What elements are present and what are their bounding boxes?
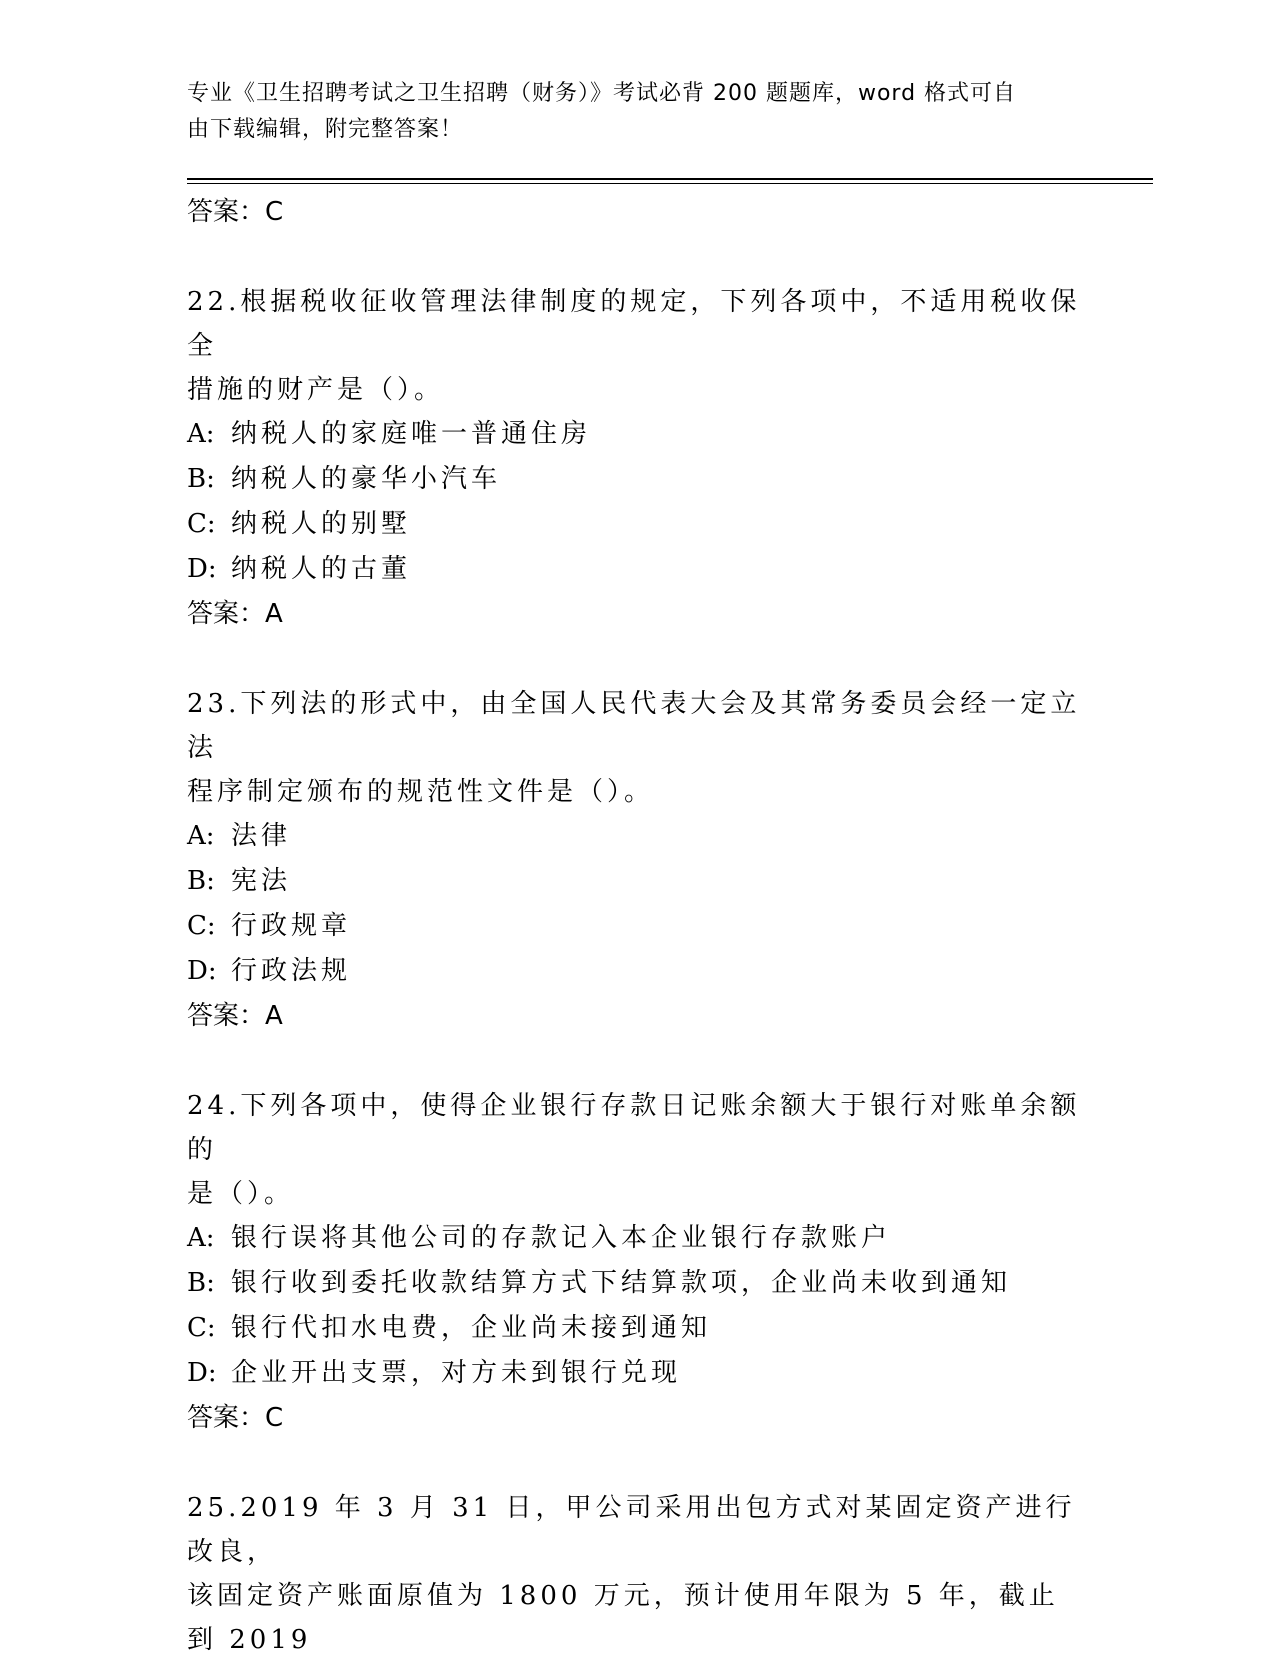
document-header: [187, 76, 1067, 148]
option-d: [187, 1351, 1087, 1396]
option-text: 纳税人的豪华小汽车: [231, 464, 502, 494]
question-text-line: 程序制定颁布的规范性文件是（）。: [187, 777, 655, 807]
option-text: 行政法规: [231, 956, 352, 986]
option-key: B:: [187, 866, 215, 896]
option-key: A:: [187, 419, 215, 449]
option-key: D:: [187, 956, 217, 986]
option-key: B:: [187, 1268, 215, 1298]
option-key: D:: [187, 554, 217, 584]
question-text: [187, 1084, 1087, 1216]
option-d: [187, 949, 1087, 994]
question-24: [187, 1084, 1087, 1440]
option-text: 银行误将其他公司的存款记入本企业银行存款账户: [231, 1223, 892, 1253]
option-c: [187, 1306, 1087, 1351]
question-text-line: 措施的财产是（）。: [187, 375, 445, 405]
option-b: [187, 1261, 1087, 1306]
option-text: 银行收到委托收款结算方式下结算款项，企业尚未收到通知: [231, 1268, 1012, 1298]
question-text-line: 25.2019 年 3 月 31 日，甲公司采用出包方式对某固定资产进行改良，: [187, 1493, 1076, 1567]
question-text: [187, 682, 1087, 814]
option-text: 纳税人的古董: [231, 554, 412, 584]
option-key: C:: [187, 509, 216, 539]
question-text: [187, 1486, 1087, 1662]
answer-line: 答案：C: [187, 1403, 284, 1433]
question-text-line: 该固定资产账面原值为 1800 万元，预计使用年限为 5 年，截止到 2019: [187, 1581, 1059, 1655]
option-c: [187, 904, 1087, 949]
question-23: [187, 682, 1087, 1038]
option-text: 纳税人的别墅: [231, 509, 412, 539]
question-25: [187, 1486, 1087, 1662]
option-d: [187, 547, 1087, 592]
option-a: [187, 814, 1087, 859]
header-divider-thin: [187, 183, 1153, 184]
answer-line: 答案：C: [187, 197, 284, 227]
question-text-line: 24.下列各项中，使得企业银行存款日记账余额大于银行对账单余额的: [187, 1091, 1081, 1165]
option-key: C:: [187, 911, 216, 941]
option-a: [187, 412, 1087, 457]
answer-line: 答案：A: [187, 599, 283, 629]
answer-line: 答案：A: [187, 1001, 283, 1031]
option-a: [187, 1216, 1087, 1261]
option-text: 纳税人的家庭唯一普通住房: [231, 419, 592, 449]
option-key: C:: [187, 1313, 216, 1343]
option-b: [187, 859, 1087, 904]
option-b: [187, 457, 1087, 502]
option-text: 宪法: [231, 866, 292, 896]
question-text-line: 22.根据税收征收管理法律制度的规定，下列各项中，不适用税收保全: [187, 287, 1081, 361]
option-text: 银行代扣水电费，企业尚未接到通知: [231, 1313, 712, 1343]
option-text: 企业开出支票，对方未到银行兑现: [231, 1358, 682, 1388]
question-22: [187, 280, 1087, 636]
question-text: [187, 280, 1087, 412]
option-text: 行政规章: [231, 911, 352, 941]
header-line-1: 专业《卫生招聘考试之卫生招聘（财务）》考试必背 200 题题库，word 格式可自: [187, 81, 1017, 106]
option-c: [187, 502, 1087, 547]
question-text-line: 23.下列法的形式中，由全国人民代表大会及其常务委员会经一定立法: [187, 689, 1081, 763]
option-key: D:: [187, 1358, 217, 1388]
option-key: B:: [187, 464, 215, 494]
header-divider-thick: [187, 178, 1153, 180]
option-text: 法律: [231, 821, 292, 851]
header-line-2: 由下载编辑，附完整答案！: [187, 117, 464, 142]
document-body: [187, 190, 1087, 1662]
option-key: A:: [187, 821, 215, 851]
option-key: A:: [187, 1223, 215, 1253]
question-text-line: 是（）。: [187, 1179, 295, 1209]
